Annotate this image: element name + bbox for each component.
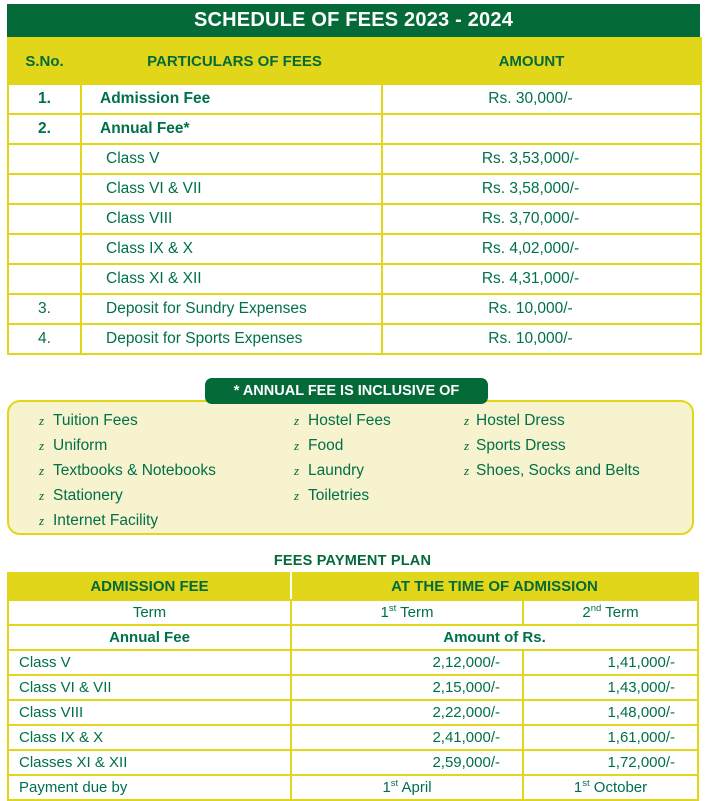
list-item-label: Internet Facility [53, 512, 159, 529]
list-item-label: Tuition Fees [53, 412, 138, 429]
fees-cell-sno: 4. [8, 324, 81, 354]
table-row [8, 675, 698, 700]
plan-cell-term1: 2,12,000/- [291, 650, 523, 675]
table-row [8, 725, 698, 750]
fees-cell-sno: 1. [8, 84, 81, 114]
plan-due-term2-number: 1 [573, 779, 583, 796]
list-item [39, 512, 289, 537]
bullet-icon: z [39, 413, 45, 428]
table-row [8, 650, 698, 675]
list-item [39, 412, 289, 437]
list-item [39, 462, 289, 487]
table-row [8, 264, 701, 294]
plan-term2-header [523, 600, 698, 625]
plan-header-at-time-of-admission: AT THE TIME OF ADMISSION [291, 573, 698, 600]
list-item [464, 437, 689, 462]
fees-cell-sno [8, 204, 81, 234]
plan-due-term2-ordinal: st [582, 778, 590, 789]
bullet-icon: z [294, 438, 300, 453]
list-item-label: Textbooks & Notebooks [53, 462, 216, 479]
bullet-icon: z [464, 438, 470, 453]
fees-cell-sno [8, 174, 81, 204]
plan-due-term1-suffix: April [398, 779, 432, 796]
plan-term2-header-number: 2 [582, 604, 591, 621]
list-item [464, 462, 689, 487]
plan-term-label: Term [8, 600, 291, 625]
plan-amount-of-rs-label: Amount of Rs. [291, 625, 698, 650]
bullet-icon: z [294, 488, 300, 503]
list-item [39, 437, 289, 462]
table-row [8, 114, 701, 144]
plan-term1-header [291, 600, 523, 625]
fees-cell-sno [8, 264, 81, 294]
fees-cell-sno: 2. [8, 114, 81, 144]
fees-cell-sno: 3. [8, 294, 81, 324]
plan-payment-due-label: Payment due by [8, 775, 291, 800]
fees-table-header [8, 38, 701, 84]
fees-header-particulars: PARTICULARS OF FEES [81, 38, 382, 84]
plan-due-term2 [523, 775, 698, 800]
table-row [8, 324, 701, 354]
fees-cell-particulars: Deposit for Sundry Expenses [81, 294, 382, 324]
list-item-label: Sports Dress [476, 437, 566, 454]
bullet-icon: z [39, 463, 45, 478]
plan-cell-class: Class VIII [8, 700, 291, 725]
fees-cell-amount: Rs. 10,000/- [382, 294, 701, 324]
plan-cell-term2: 1,41,000/- [523, 650, 698, 675]
plan-cell-term2: 1,61,000/- [523, 725, 698, 750]
fees-cell-amount: Rs. 3,70,000/- [382, 204, 701, 234]
table-row [8, 174, 701, 204]
list-item-label: Laundry [308, 462, 365, 479]
fees-cell-amount [382, 114, 701, 144]
fees-cell-particulars: Class VI & VII [81, 174, 382, 204]
list-item-label: Uniform [53, 437, 108, 454]
table-row [8, 700, 698, 725]
fees-cell-particulars: Class XI & XII [81, 264, 382, 294]
bullet-icon: z [294, 413, 300, 428]
plan-cell-term1: 2,41,000/- [291, 725, 523, 750]
plan-payment-due-row [8, 775, 698, 800]
plan-term1-header-suffix: Term [396, 604, 434, 621]
list-item [294, 487, 464, 512]
bullet-icon: z [39, 488, 45, 503]
inclusive-column-2 [294, 412, 464, 512]
plan-term-row [8, 600, 698, 625]
plan-cell-class: Classes XI & XII [8, 750, 291, 775]
fees-header-amount: AMOUNT [382, 38, 701, 84]
fees-cell-particulars: Class VIII [81, 204, 382, 234]
plan-header-row [8, 573, 698, 600]
fees-header-sno: S.No. [8, 38, 81, 84]
fees-header-row [8, 38, 701, 84]
plan-cell-class: Class IX & X [8, 725, 291, 750]
inclusive-column-1 [39, 412, 289, 537]
plan-due-term1-number: 1 [382, 779, 391, 796]
table-row [8, 144, 701, 174]
plan-term2-header-suffix: Term [601, 604, 639, 621]
plan-cell-term1: 2,15,000/- [291, 675, 523, 700]
bullet-icon: z [39, 438, 45, 453]
page-title: SCHEDULE OF FEES 2023 - 2024 [7, 4, 700, 37]
plan-cell-class: Class V [8, 650, 291, 675]
fees-cell-particulars: Class IX & X [81, 234, 382, 264]
list-item-label: Toiletries [308, 487, 370, 504]
fees-cell-amount: Rs. 10,000/- [382, 324, 701, 354]
inclusive-column-3 [464, 412, 689, 487]
plan-table-body [8, 600, 698, 800]
fees-cell-amount: Rs. 3,58,000/- [382, 174, 701, 204]
fees-cell-amount: Rs. 4,31,000/- [382, 264, 701, 294]
plan-annual-fee-row [8, 625, 698, 650]
fees-cell-particulars: Deposit for Sports Expenses [81, 324, 382, 354]
list-item-label: Food [308, 437, 344, 454]
plan-cell-class: Class VI & VII [8, 675, 291, 700]
bullet-icon: z [464, 413, 470, 428]
list-item-label: Shoes, Socks and Belts [476, 462, 640, 479]
plan-table-header [8, 573, 698, 600]
list-item-label: Hostel Dress [476, 412, 565, 429]
table-row [8, 204, 701, 234]
fees-cell-amount: Rs. 4,02,000/- [382, 234, 701, 264]
fees-table-body [8, 84, 701, 354]
fees-cell-amount: Rs. 30,000/- [382, 84, 701, 114]
plan-term1-header-ordinal: st [388, 603, 397, 614]
annual-fee-inclusive-box [7, 400, 694, 535]
table-row [8, 234, 701, 264]
table-row [8, 294, 701, 324]
table-row [8, 750, 698, 775]
fees-cell-particulars: Admission Fee [81, 84, 382, 114]
table-row [8, 84, 701, 114]
fees-cell-sno [8, 234, 81, 264]
bullet-icon: z [39, 513, 45, 528]
list-item [39, 487, 289, 512]
plan-due-term1 [291, 775, 523, 800]
plan-cell-term1: 2,59,000/- [291, 750, 523, 775]
plan-header-admission-fee: ADMISSION FEE [8, 573, 291, 600]
list-item [464, 412, 689, 437]
list-item-label: Stationery [53, 487, 123, 504]
plan-annual-fee-label: Annual Fee [8, 625, 291, 650]
plan-cell-term2: 1,43,000/- [523, 675, 698, 700]
bullet-icon: z [464, 463, 470, 478]
list-item [294, 437, 464, 462]
bullet-icon: z [294, 463, 300, 478]
list-item [294, 412, 464, 437]
fees-cell-sno [8, 144, 81, 174]
plan-cell-term2: 1,48,000/- [523, 700, 698, 725]
list-item [294, 462, 464, 487]
plan-cell-term1: 2,22,000/- [291, 700, 523, 725]
plan-cell-term2: 1,72,000/- [523, 750, 698, 775]
plan-due-term2-suffix: October [589, 779, 648, 796]
fees-cell-amount: Rs. 3,53,000/- [382, 144, 701, 174]
annual-fee-inclusive-badge: * ANNUAL FEE IS INCLUSIVE OF [205, 378, 488, 404]
fees-payment-plan-title: FEES PAYMENT PLAN [273, 553, 432, 569]
fees-cell-particulars: Class V [81, 144, 382, 174]
fees-payment-plan-table [7, 572, 699, 801]
fees-cell-particulars: Annual Fee* [81, 114, 382, 144]
plan-term1-header-number: 1 [380, 604, 389, 621]
plan-term2-header-ordinal: nd [590, 603, 602, 614]
schedule-of-fees-table [7, 37, 702, 355]
list-item-label: Hostel Fees [308, 412, 391, 429]
plan-due-term1-ordinal: st [390, 778, 399, 789]
